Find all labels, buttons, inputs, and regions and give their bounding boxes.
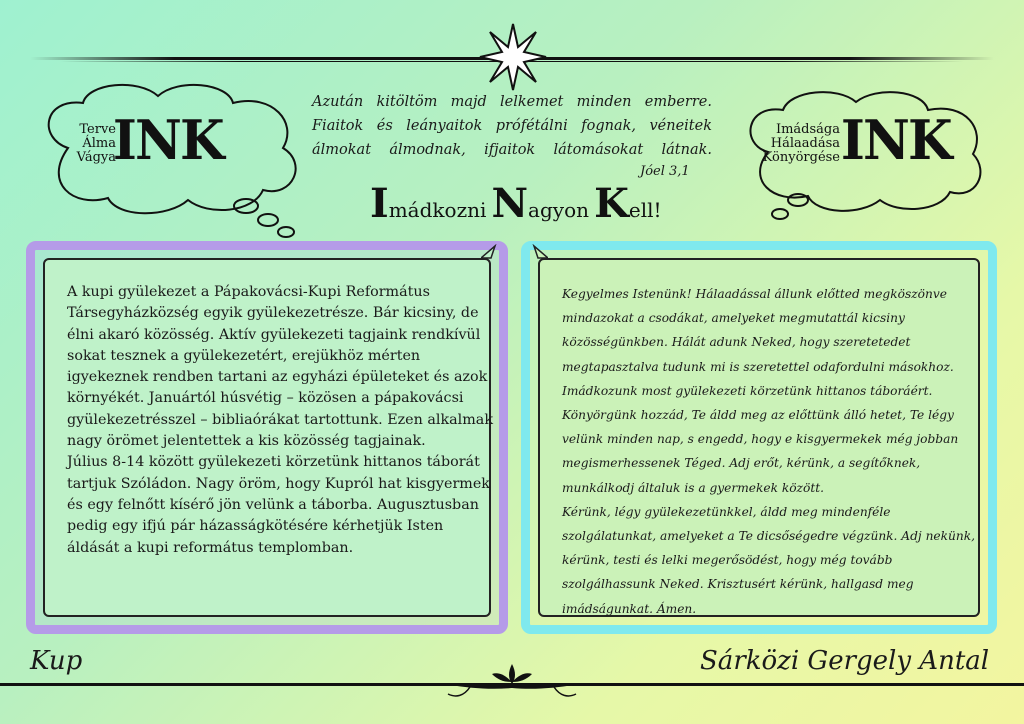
motto-word-3: ell! <box>628 198 662 222</box>
star-icon <box>478 22 548 92</box>
prayer-text <box>562 282 982 621</box>
motto-letter-k: K <box>594 180 629 227</box>
right-cloud-ink: INK <box>840 108 951 172</box>
speech-tail-icon <box>532 244 548 260</box>
right-cloud-word-3: Könyörgése <box>762 150 840 165</box>
footer-author: Sárközi Gergely Antal <box>700 646 990 676</box>
motto-word-2: agyon <box>528 198 589 222</box>
leaf-ornament-icon <box>430 652 594 704</box>
news-paragraph-1: A kupi gyülekezet a Pápakovácsi-Kupi Református Társegyházközség egyik gyülekezetrésze. Bár kicsiny, de élni akaró közösség. Aktív gyülekezeti tagjaink rendkívül sokat tesznek a gyülekezetért, erejükhöz mérten igyekeznek rendben tartani az egyházi épületeket és azok környékét. Januártól húsvétig – közösen a pápakovácsi gyülekezetrésszel – bibliaórákat tartottunk. Ezen alkalmak nagy örömet jelentettek a kis közösség tagjainak. <box>67 284 493 450</box>
verse-reference: Jóel 3,1 <box>640 164 690 179</box>
right-cloud-word-1: Imádsága <box>775 122 840 137</box>
left-cloud-word-1: Terve <box>79 122 116 137</box>
left-cloud-words <box>58 123 116 165</box>
right-cloud-words <box>755 123 840 165</box>
news-box <box>26 241 508 634</box>
motto-letter-n: N <box>491 180 529 227</box>
left-cloud-ink: INK <box>112 108 223 172</box>
prayer-box <box>521 241 997 634</box>
news-paragraph-2: Július 8-14 között gyülekezeti körzetünk hittanos táborát tartjuk Szóládon. Nagy öröm, hogy Kupról hat kisgyermek és egy felnőtt kísérő jön velünk a táborba. Augusztusban pedig egy ifjú pár házasságkötésére kérhetjük Isten áldását a kupi református templomban. <box>67 454 490 556</box>
news-text <box>67 282 497 559</box>
motto-letter-i: I <box>370 180 389 227</box>
motto <box>370 180 662 227</box>
right-cloud-word-2: Hálaadása <box>770 136 840 151</box>
left-cloud-word-3: Vágya <box>76 150 116 165</box>
prayer-paragraph-1: Kegyelmes Istenünk! Hálaadással állunk előtted megköszönve mindazokat a csodákat, amelyeket megmutattál kicsiny közösségünkben. Hálát adunk Neked, hogy szeretetedet megtapasztalva tudunk mi is szeretettel odafordulni másokhoz. Imádkozunk most gyülekezeti körzetünk hittanos táboráért. Könyörgünk hozzád, Te áldd meg az előttünk álló hetet, Te légy velünk minden nap, s engedd, hogy e kisgyermekek még jobban megismerhessenek Téged. Adj erőt, kérünk, a segítőknek, munkálkodj általuk is a gyermekek között. <box>562 287 959 495</box>
news-box-inner <box>43 258 491 617</box>
prayer-box-inner <box>538 258 980 617</box>
prayer-paragraph-2: Kérünk, légy gyülekezetünkkel, áldd meg mindenféle szolgálatunkat, amelyeket a Te dicsőségedre végzünk. Adj nekünk, kérünk, testi és lelki megerősödést, hogy még tovább szolgálhassunk Neked. Krisztusért kérünk, hallgasd meg imádságunkat. Ámen. <box>562 504 975 616</box>
footer-location: Kup <box>30 646 83 676</box>
left-cloud-word-2: Álma <box>82 136 116 151</box>
bible-verse: Azután kitöltöm majd lelkemet minden emberre. Fiaitok és leányaitok prófétálni fognak, véneitek álmokat álmodnak, ifjaitok látomásokat látnak. <box>312 94 712 158</box>
speech-tail-icon <box>481 244 497 260</box>
motto-word-1: mádkozni <box>388 198 487 222</box>
